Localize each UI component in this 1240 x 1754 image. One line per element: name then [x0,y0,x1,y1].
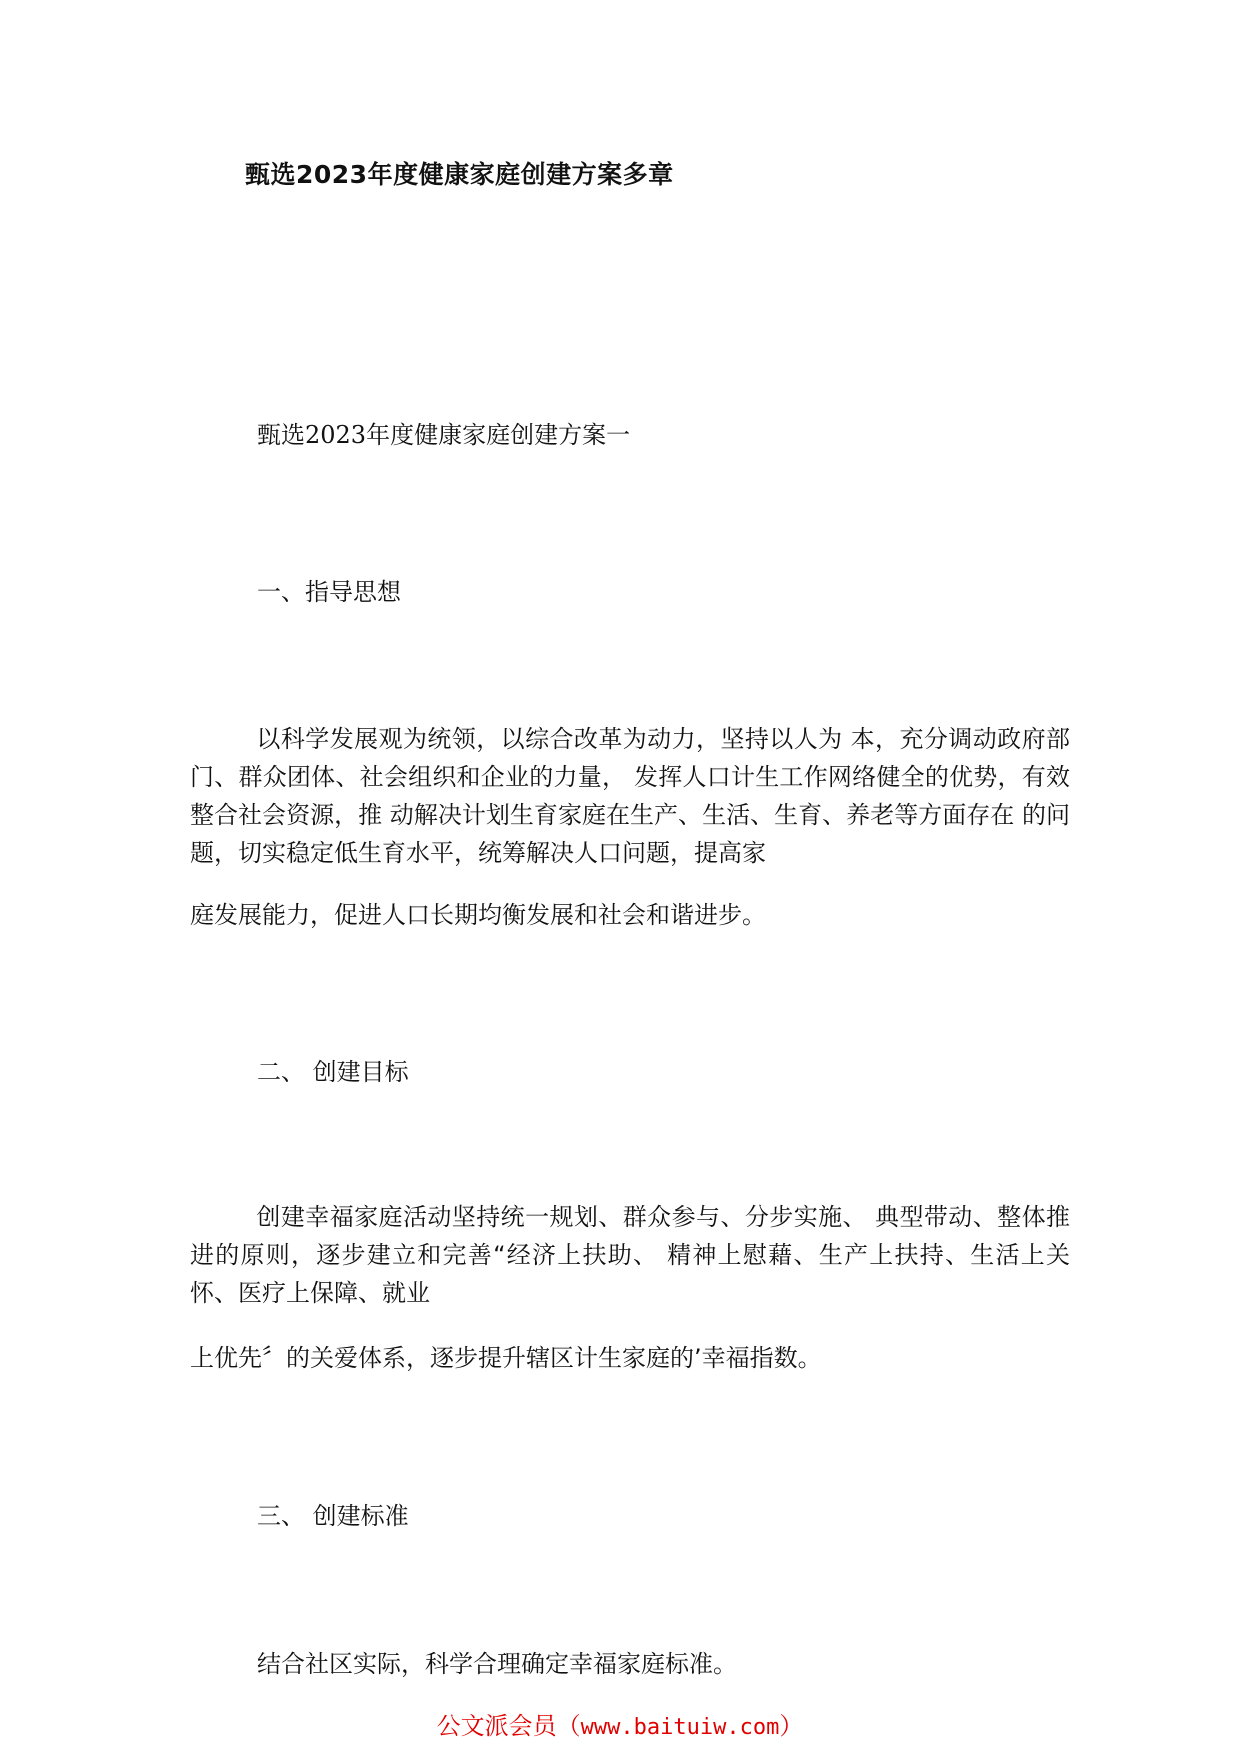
section-continuation-guiding-thought: 庭发展能力，促进人口长期均衡发展和社会和谐进步。 [190,901,766,929]
footer-watermark [0,1706,1240,1741]
section-heading-goals: 二、 创建目标 [257,1058,409,1086]
footer-label: 公文派会员（ [436,1712,581,1740]
paragraph-text: 创建幸福家庭活动坚持统一规划、群众参与、分步实施、 典型带动、整体推进的原则，逐步建立和完善“经济上扶助、 精神上慰藉、生产上扶持、生活上关怀、医疗上保障、就业 [190,1203,1070,1307]
section-heading-standards: 三、 创建标准 [257,1502,409,1530]
section-paragraph-guiding-thought [190,720,1070,872]
footer-close: ） [779,1712,804,1740]
footer-url-link[interactable]: www.baituiw.com [580,1715,780,1740]
section-heading-guiding-thought: 一、指导思想 [257,578,401,606]
section-paragraph-standards: 结合社区实际，科学合理确定幸福家庭标准。 [257,1650,737,1678]
paragraph-text: 以科学发展观为统领，以综合改革为动力，坚持以人为 本，充分调动政府部门、群众团体、社会组织和企业的力量， 发挥人口计生工作网络健全的优势，有效整合社会资源，推 动解决计划生育家庭在生产、生活、生育、养老等方面存在 的问题，切实稳定低生育水平，统筹解决人口问题，提高家 [190,725,1070,867]
document-subtitle: 甄选2023年度健康家庭创建方案一 [257,421,631,449]
section-paragraph-goals [190,1198,1070,1312]
document-title: 甄选2023年度健康家庭创建方案多章 [245,160,674,189]
section-continuation-goals: 上优先〞的关爱体系，逐步提升辖区计生家庭的’幸福指数。 [190,1344,822,1372]
